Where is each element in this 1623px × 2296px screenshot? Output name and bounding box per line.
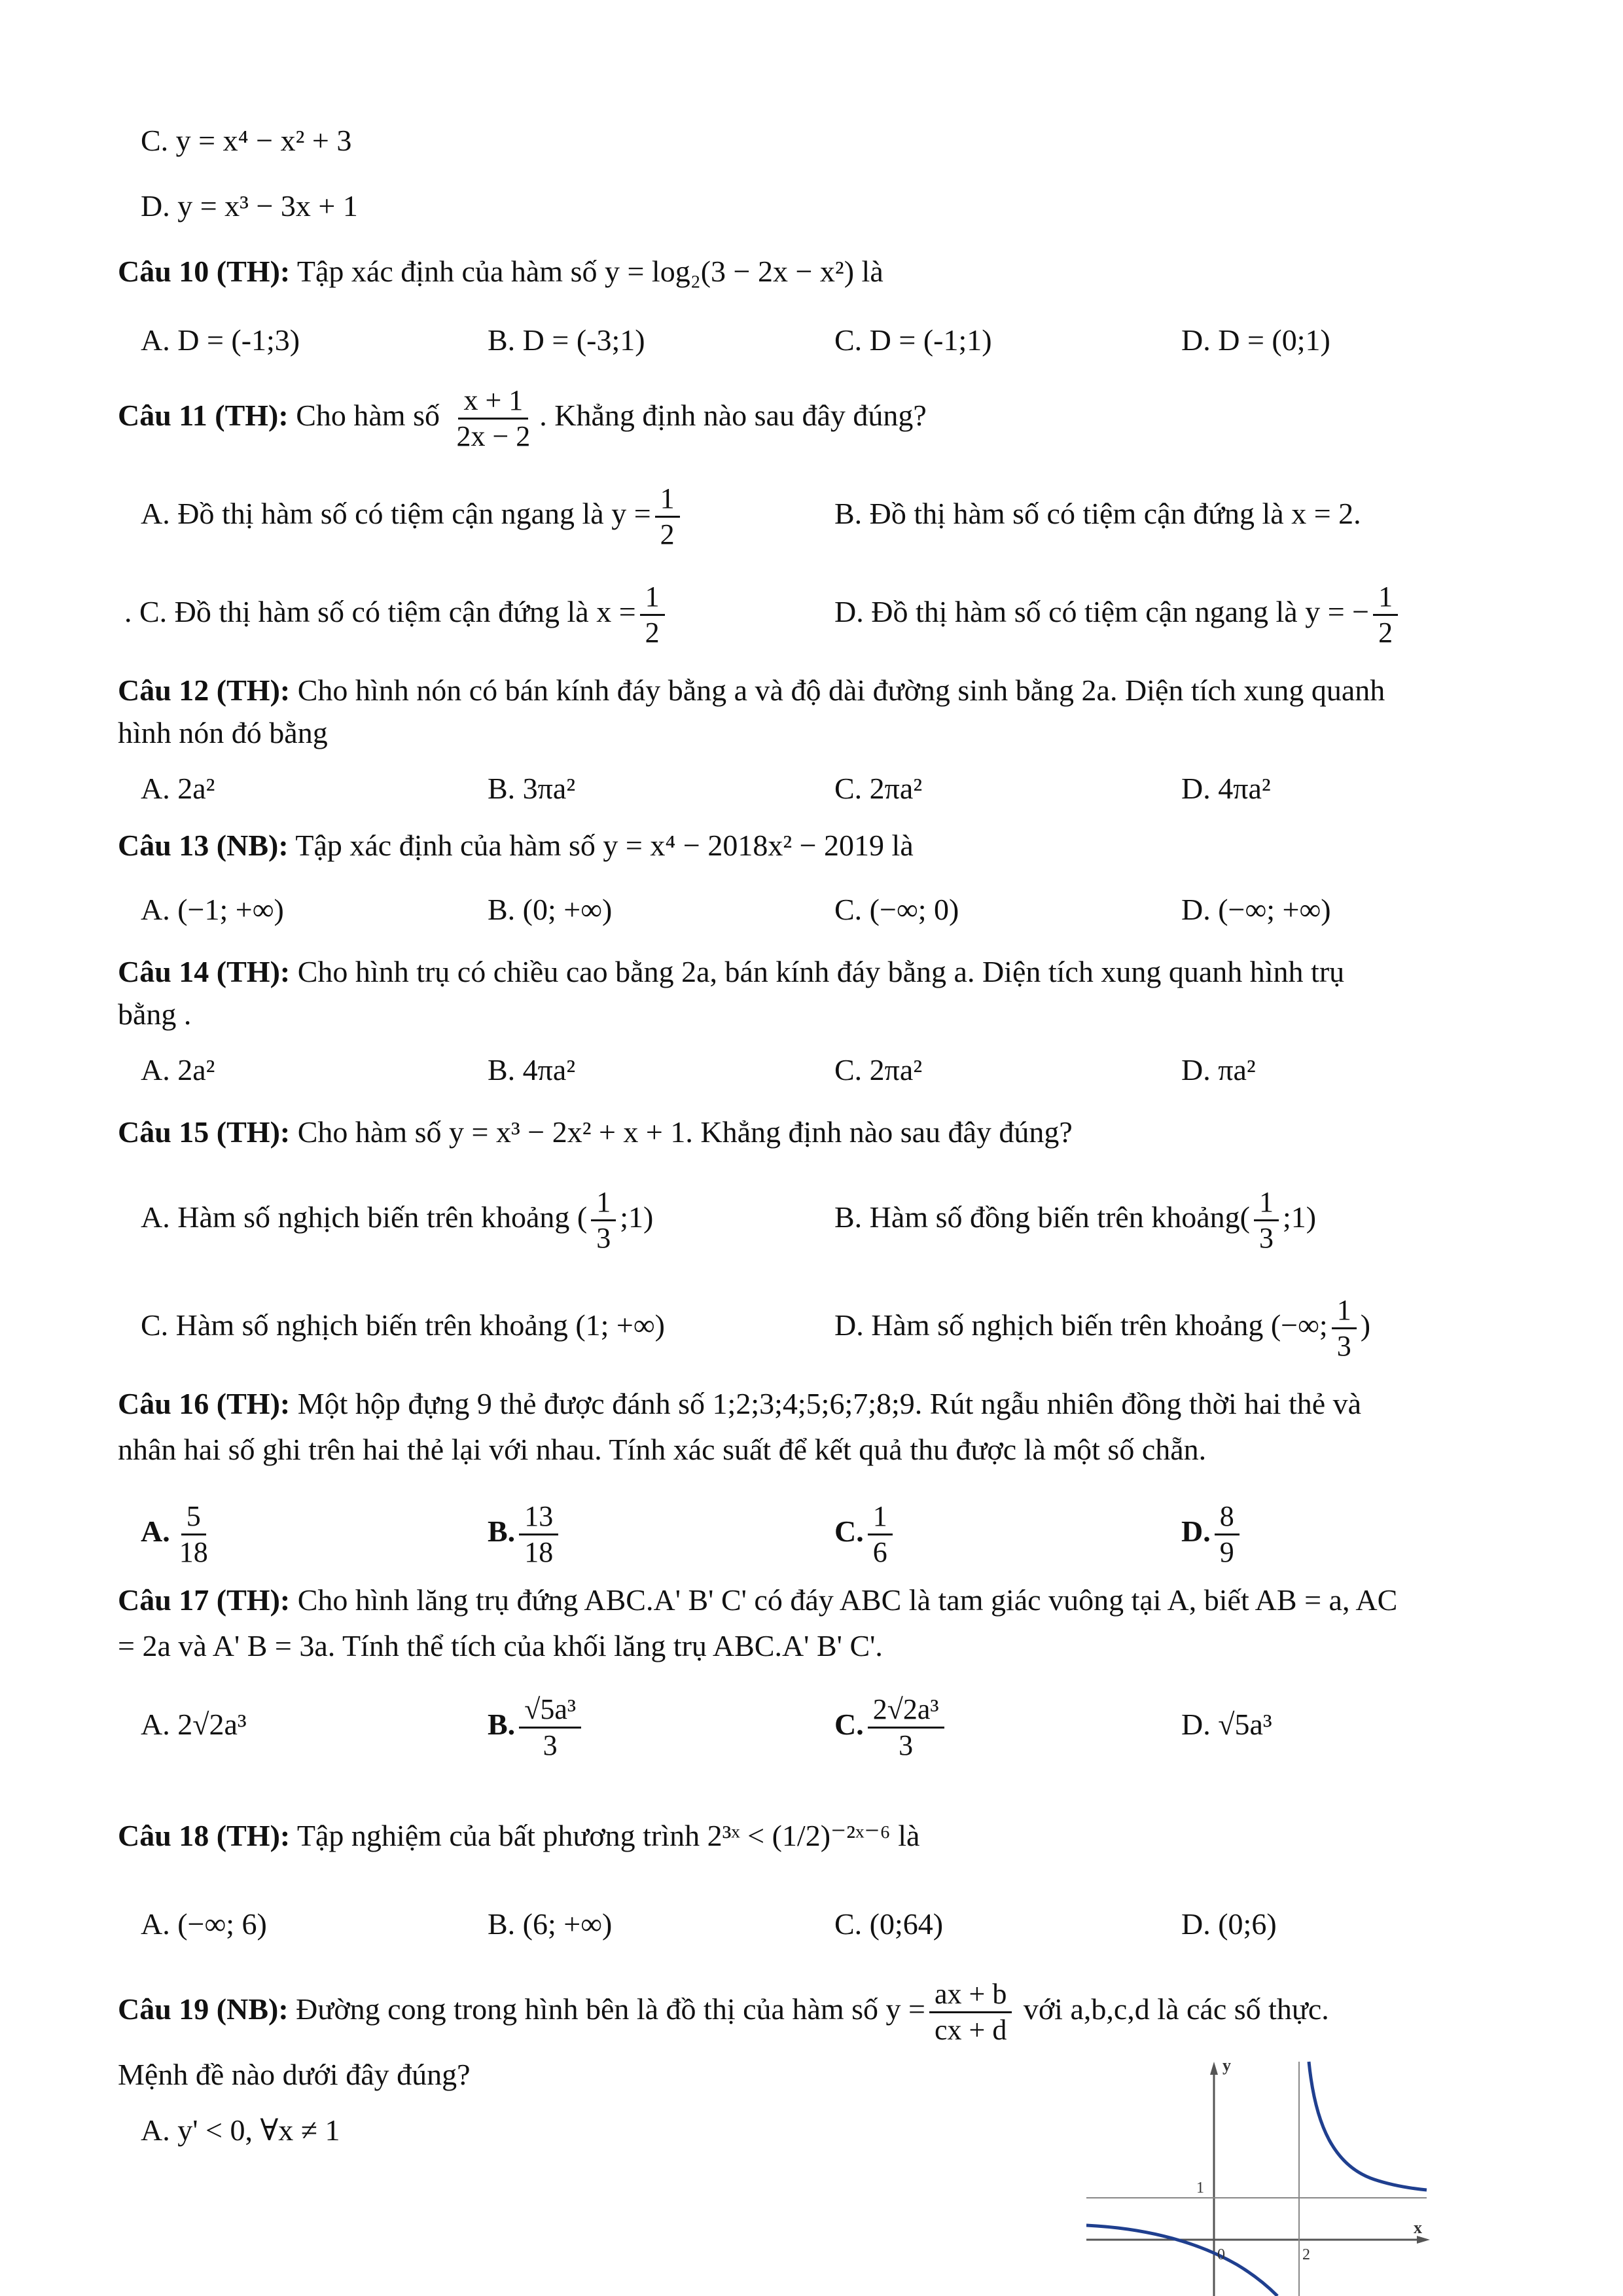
- q16-option-b: B. $\frac{13}{18}$: [488, 1489, 562, 1574]
- q11-option-a: A. Đồ thị hàm số có tiệm cận ngang là y = $\frac{1}{2}$: [141, 471, 684, 556]
- q13-option-a: A. (−1; +∞): [141, 893, 284, 926]
- q14-option-b: B. 4πa²: [488, 1053, 576, 1086]
- y-axis-label: y: [1222, 2056, 1231, 2075]
- question-14: Câu 14 (TH): Cho hình trụ có chiều cao bằng 2a, bán kính đáy bằng a. Diện tích xung quanh hình trụ: [118, 955, 1345, 988]
- q15-option-b: B. Hàm số đồng biến trên khoảng( $\frac{1}{3}$ ;1): [834, 1185, 1317, 1254]
- q11-fraction: $\frac{x + 1}{2x - 2}$: [456, 384, 531, 452]
- q17-option-c: C. $\frac{\text{2√2a³}}{3}$: [834, 1682, 948, 1767]
- q17-option-b: B. $\frac{\text{√5a³}}{3}$: [488, 1682, 585, 1767]
- tick-y-1: 1: [1196, 2179, 1204, 2197]
- q10-option-b: B. D = (-3;1): [488, 323, 645, 357]
- q13-option-b: B. (0; +∞): [488, 893, 613, 926]
- q14-option-a: A. 2a²: [141, 1053, 215, 1086]
- q12-option-d: D. 4πa²: [1181, 772, 1271, 805]
- q14-option-c: C. 2πa²: [834, 1053, 923, 1086]
- question-19: Câu 19 (NB): Đường cong trong hình bên là đồ thị của hàm số y = $\frac{ax + b}{cx + d}$ với a,b,c,d là các số thực.: [118, 1977, 1329, 2046]
- q13-option-c: C. (−∞; 0): [834, 893, 959, 926]
- question-17: Câu 17 (TH): Cho hình lăng trụ đứng ABC.A' B' C' có đáy ABC là tam giác vuông tại A, biết AB = a, AC: [118, 1583, 1398, 1617]
- question-16-cont: nhân hai số ghi trên hai thẻ lại với nhau. Tính xác suất để kết quả thu được là một số chẵn.: [118, 1433, 1207, 1466]
- question-19-cont: Mệnh đề nào dưới đây đúng?: [118, 2058, 471, 2091]
- q11-option-b: B. Đồ thị hàm số có tiệm cận đứng là x = 2.: [834, 497, 1361, 530]
- hyperbola-graph: [1086, 2055, 1440, 2296]
- q11-option-c: . C. Đồ thị hàm số có tiệm cận đứng là x = $\frac{1}{2}$: [124, 569, 669, 655]
- q13-option-d: D. (−∞; +∞): [1181, 893, 1331, 926]
- q9-option-c: C. y = x⁴ − x² + 3: [141, 124, 352, 157]
- question-12: Câu 12 (TH): Cho hình nón có bán kính đáy bằng a và độ dài đường sinh bằng 2a. Diện tích xung quanh: [118, 673, 1385, 707]
- q10-option-d: D. D = (0;1): [1181, 323, 1330, 357]
- question-15: Câu 15 (TH): Cho hàm số y = x³ − 2x² + x + 1. Khẳng định nào sau đây đúng?: [118, 1115, 1073, 1149]
- y-axis-arrow: [1210, 2062, 1218, 2075]
- q17-option-a: A. 2√2a³: [141, 1708, 247, 1741]
- q12-option-b: B. 3πa²: [488, 772, 576, 805]
- question-11: Câu 11 (TH): Cho hàm số $\frac{x + 1}{2x - 2}$ . Khẳng định nào sau đây đúng?: [118, 384, 927, 452]
- q15-option-d: D. Hàm số nghịch biến trên khoảng (−∞; $\frac{1}{3}$ ): [834, 1293, 1371, 1362]
- question-13: Câu 13 (NB): Tập xác định của hàm số y = x⁴ − 2018x² − 2019 là: [118, 829, 914, 862]
- q16-option-d: D. $\frac{8}{9}$: [1181, 1489, 1243, 1574]
- q12-option-c: C. 2πa²: [834, 772, 923, 805]
- q18-option-c: C. (0;64): [834, 1907, 944, 1941]
- curve-left-branch: [1086, 2225, 1277, 2296]
- q18-option-d: D. (0;6): [1181, 1907, 1277, 1941]
- q11-option-d: D. Đồ thị hàm số có tiệm cận ngang là y = − $\frac{1}{2}$: [834, 569, 1402, 655]
- q19-option-a: A. y' < 0, ∀x ≠ 1: [141, 2113, 340, 2147]
- q17-option-d: D. √5a³: [1181, 1708, 1272, 1741]
- question-17-cont: = 2a và A' B = 3a. Tính thể tích của khối lăng trụ ABC.A' B' C'.: [118, 1629, 883, 1662]
- question-12-cont: hình nón đó bằng: [118, 716, 328, 749]
- q14-option-d: D. πa²: [1181, 1053, 1256, 1086]
- tick-origin: 0: [1217, 2246, 1225, 2263]
- q16-option-c: C. $\frac{1}{6}$: [834, 1489, 897, 1574]
- question-14-cont: bằng .: [118, 997, 192, 1031]
- q19-fraction: $\frac{ax + b}{cx + d}$: [929, 1977, 1012, 2047]
- q18-option-a: A. (−∞; 6): [141, 1907, 267, 1941]
- q18-option-b: B. (6; +∞): [488, 1907, 613, 1941]
- x-axis-label: x: [1414, 2218, 1422, 2237]
- curve-right-branch: [1309, 2062, 1427, 2190]
- q16-option-a: A. $\frac{5}{18}$: [141, 1499, 208, 1568]
- question-18: Câu 18 (TH): Tập nghiệm của bất phương trình 2³ˣ < (1/2)⁻²ˣ⁻⁶ là: [118, 1819, 920, 1852]
- tick-x-2: 2: [1302, 2246, 1310, 2263]
- q15-option-c: C. Hàm số nghịch biến trên khoảng (1; +∞): [141, 1308, 665, 1342]
- question-10: Câu 10 (TH): Tập xác định của hàm số y = log₂(3 − 2x − x²) là: [118, 255, 883, 288]
- q9-option-d: D. y = x³ − 3x + 1: [141, 189, 358, 223]
- q10-option-c: C. D = (-1;1): [834, 323, 992, 357]
- q12-option-a: A. 2a²: [141, 772, 215, 805]
- q15-option-a: A. Hàm số nghịch biến trên khoảng ( $\frac{1}{3}$ ;1): [141, 1185, 654, 1254]
- question-16: Câu 16 (TH): Một hộp đựng 9 thẻ được đánh số 1;2;3;4;5;6;7;8;9. Rút ngẫu nhiên đồng thời hai thẻ và: [118, 1387, 1362, 1420]
- q10-option-a: A. D = (-1;3): [141, 323, 300, 357]
